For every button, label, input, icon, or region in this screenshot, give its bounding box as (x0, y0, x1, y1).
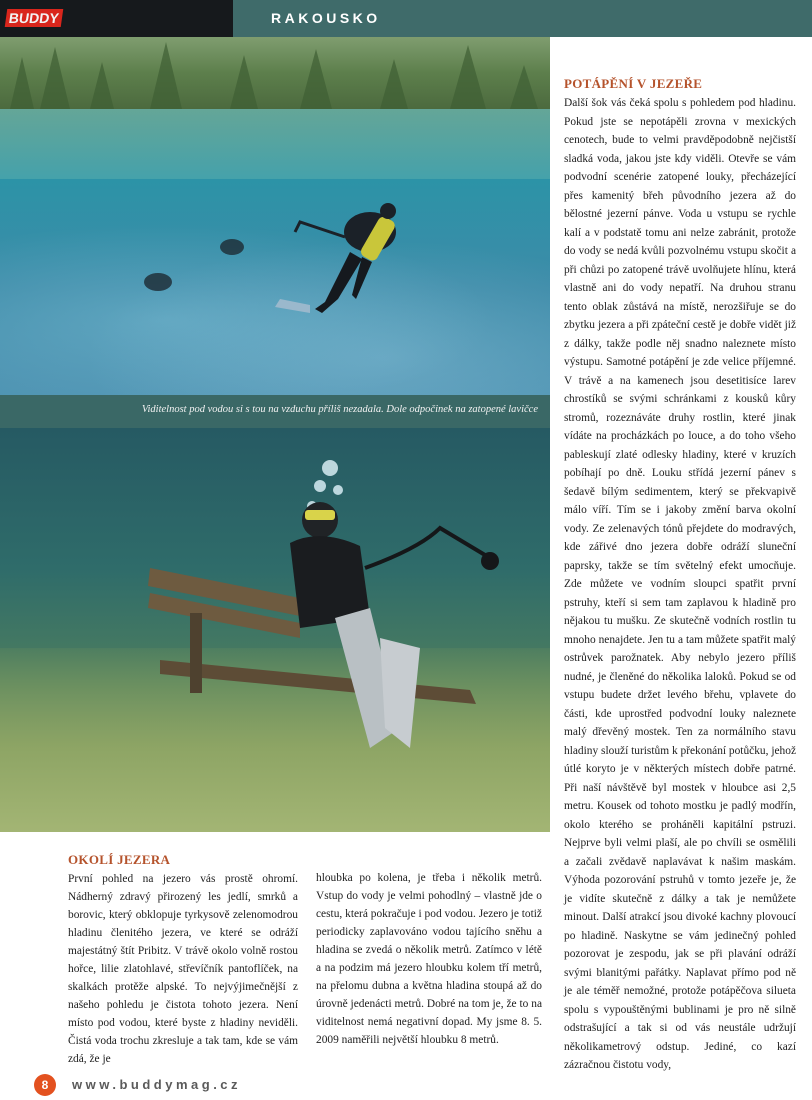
magazine-logo: BUDDY (5, 9, 63, 27)
divers-illustration (0, 37, 550, 395)
diver-seated (290, 502, 499, 748)
heading-diving-in-lake: POTÁPĚNÍ V JEZEŘE (564, 76, 703, 91)
photo-caption: Viditelnost pod vodou si s tou na vzduchu příliš nezadala. Dole odpočinek na zatopené lavičce (141, 404, 538, 415)
page-footer (34, 1074, 434, 1096)
caption-bar (0, 395, 550, 428)
article-text-surroundings-2: hloubka po kolena, je třeba i několik metrů. Vstup do vody je velmi pohodlný – vlastně jde o cestu, která pokračuje i pod vodou. Jezero je totiž periodicky zaplavováno vodou tajícího sněhu a hladina se zvedá o několik metrů. Zatímco v létě a na podzim má jezero hloubku kolem tří metrů, na přelomu dubna a května hladina stoupá až do úrovně jedenácti metrů. Dobré na tom je, že to na viditelnost nemá negativní dopad. My jsme 8. 5. 2009 naměřili největší hloubku 8 metrů. (316, 872, 542, 1046)
website-url[interactable]: www.buddymag.cz (72, 1077, 242, 1092)
bottom-middle-column (316, 869, 542, 1049)
page-header (0, 0, 812, 37)
photo-diver-bench (0, 428, 550, 832)
bench-illustration (0, 428, 550, 832)
bottom-left-column (68, 852, 298, 1068)
logo-area (0, 0, 233, 37)
section-title: RAKOUSKO (271, 10, 381, 26)
photo-divers-underwater (0, 37, 550, 395)
right-column-article (564, 76, 796, 1076)
diver-distant (144, 239, 244, 291)
article-text-surroundings-1: První pohled na jezero vás prostě ohromí. Nádherný zdravý přirozený les jedlí, smrků a borovic, který obklopuje tyrkysově zelenomodrou hladinu členitého jezera, ve které se odráží majestátný štít Pribitz. V trávě okolo volně rostou hořce, lilie zlatohlavé, střevíčník pantoflíček, na skalkách protěže alpské. To nejvýjimečnější z našeho pohledu je čistota tohoto jezera. Není místo pod vodou, které byste z hladiny neviděli. Čistá voda trochu zkresluje a tak tam, kde se vám zdá, že je (68, 873, 298, 1065)
heading-lake-surroundings: OKOLÍ JEZERA (68, 852, 171, 867)
article-text-diving: Další šok vás čeká spolu s pohledem pod hladinu. Pokud jste se nepotápěli zrovna v mexických cenotech, bude to velmi pravděpodobně nejčistší sladká voda, jakou jste kdy viděli. Otevře se vám podvodní scenérie zatopené louky, přecházející přes kamenitý břeh původního jezera až do bělostné jezerní pánve. Voda u vstupu se rychle kalí a v podstatě tomu ani nelze zabránit, protože do vody se nedá kvůli pozvolnému vstupu skočit a při chůzi po zatopené trávě uvolňujete hlínu, která vlastně ani do vody nepatří. Na druhou stranu tento oblak zůstává na místě, nerozšiřuje se do zbytku jezera a při zpáteční cestě je dobře vidět již z dálky, takže podle něj snadno naleznete místo výstupu. Samotné potápění je zde velice příjemné. V trávě a na kamenech jsou desetitisíce larev chrostíků se svými schránkami z kousků kůry stromů, rozeznáváte druhy rostlin, které jinak vídáte na procházkách po louce, a do toho všeho pableskují zlaté odlesky hladiny, které v kruzích pobíhají po dně. Louku střídá jezerní pánev s šedavě bílým sedimentem, který se překvapivě málo víří. Tím se i jakoby změní barva okolní vody. Ze zelenavých tónů přejdete do modravých, kde zářivé dno jezera dobře odráží sluneční paprsky, takže se tím světelný efekt umocňuje. Zde můžete ve vodním sloupci spatřit první pstruhy, kteří si sem tam zaplavou k hladině pro nějakou tu mušku. Ze skutečně vodních rostlin tu mnoho nenajdete. Jen tu a tam můžete spatřit malý ostrůvek parožnatek. Aby nebylo jezero příliš nudné, je členěné do několika laloků. Pokud se od vstupu budete držet levého břehu, vplavete do části, kde uprostřed podvodní louky naleznete malý dřevěný mostek. Ten za normálního stavu hladiny slouží turistům k překonání potůčku, jehož útlé koryto je v některých místech dobře patrné. Při naší návštěvě byl mostek v hloubce asi 2,5 metru. Kousek od tohoto mostku je padlý modřín, okolo kterého se proháněli kapitální pstruzi. Nejprve byli velmi plaší, ale po chvíli se osmělili a začali zvědavě naplavávat k našim maskám. Výhoda pozorování pstruhů v tomto jezeře je, že je vidíte skutečně z dálky a tak je nemůžete minout. Další atrakcí jsou divoké kachny plovoucí po hladině. Naskytne se vám jedinečný pohled pozorovat je zespodu, jak se při plavání odráží svými blanitými pařátky. Naplavat přímo pod ně je ale téměř nemožné, protože potápěčova silueta spolu s vypouštěnými bublinami je pro ně silně odstrašující a tak si od vás neustále udržují několikametrový odstup. Jediné, co kazí zázračnou čistotu vody, (564, 97, 796, 1071)
page-number: 8 (34, 1074, 56, 1096)
diver-main (275, 203, 397, 313)
